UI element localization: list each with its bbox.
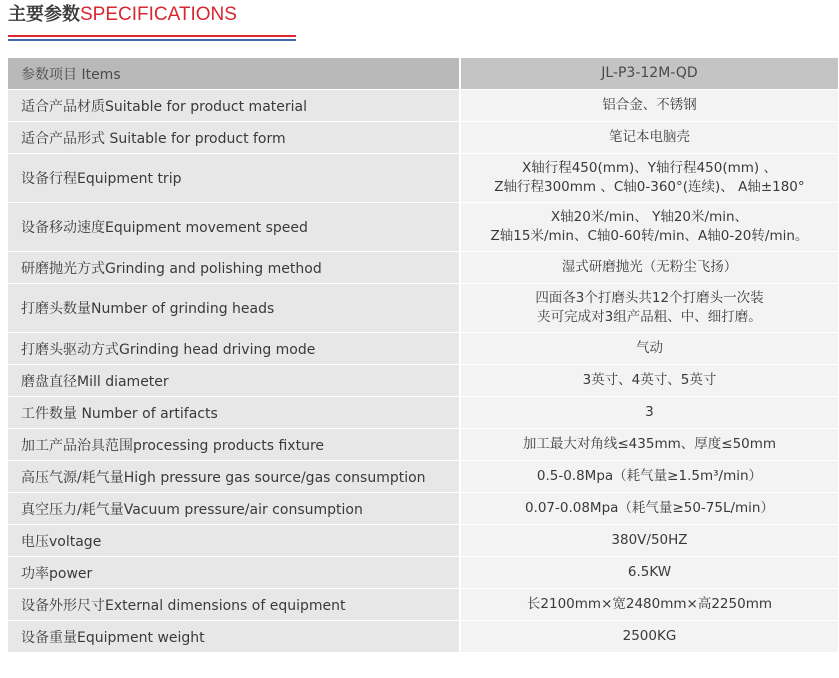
title-underline-red (8, 35, 296, 37)
row-label: 打磨头驱动方式Grinding head driving mode (8, 333, 459, 364)
row-label: 适合产品材质Suitable for product material (8, 90, 459, 121)
table-row (8, 122, 838, 154)
table-row (8, 154, 838, 203)
row-value: 加工最大对角线≤435mm、厚度≤50mm (461, 429, 838, 460)
row-value: 湿式研磨抛光（无粉尘飞扬） (461, 252, 838, 283)
table-row (8, 525, 838, 557)
table-row (8, 461, 838, 493)
table-row (8, 252, 838, 284)
table-row (8, 365, 838, 397)
specifications-table (8, 58, 838, 653)
row-value: 3英寸、4英寸、5英寸 (461, 365, 838, 396)
table-row (8, 90, 838, 122)
table-row (8, 429, 838, 461)
table-row (8, 397, 838, 429)
table-row (8, 333, 838, 365)
title-english: SPECIFICATIONS (80, 4, 237, 25)
row-value: 笔记本电脑壳 (461, 122, 838, 153)
row-label: 设备移动速度Equipment movement speed (8, 203, 459, 251)
row-label: 工件数量 Number of artifacts (8, 397, 459, 428)
table-row (8, 621, 838, 653)
row-label: 适合产品形式 Suitable for product form (8, 122, 459, 153)
row-label: 设备行程Equipment trip (8, 154, 459, 202)
row-label: 磨盘直径Mill diameter (8, 365, 459, 396)
row-value: 气动 (461, 333, 838, 364)
row-label: 电压voltage (8, 525, 459, 556)
table-row (8, 589, 838, 621)
row-value: 0.5-0.8Mpa（耗气量≥1.5m³/min） (461, 461, 838, 492)
row-label: 设备重量Equipment weight (8, 621, 459, 652)
row-value: 0.07-0.08Mpa（耗气量≥50-75L/min） (461, 493, 838, 524)
header-items-cell: 参数项目 Items (8, 58, 459, 89)
row-value: 2500KG (461, 621, 838, 652)
row-label: 高压气源/耗气量High pressure gas source/gas consumption (8, 461, 459, 492)
row-value: X轴行程450(mm)、Y轴行程450(mm) 、 Z轴行程300mm 、C轴0-360°(连续)、 A轴±180° (461, 154, 838, 202)
row-value: 3 (461, 397, 838, 428)
table-row (8, 557, 838, 589)
row-label: 加工产品治具范围processing products fixture (8, 429, 459, 460)
table-row (8, 203, 838, 252)
header-model-cell: JL-P3-12M-QD (461, 58, 838, 89)
title-chinese: 主要参数 (8, 4, 80, 25)
row-value: 铝合金、不锈钢 (461, 90, 838, 121)
table-header-row (8, 58, 838, 90)
table-row (8, 284, 838, 333)
row-label: 真空压力/耗气量Vacuum pressure/air consumption (8, 493, 459, 524)
row-label: 研磨抛光方式Grinding and polishing method (8, 252, 459, 283)
row-value: 四面各3个打磨头共12个打磨头一次装 夹可完成对3组产品粗、中、细打磨。 (461, 284, 838, 332)
row-value: 6.5KW (461, 557, 838, 588)
row-label: 功率power (8, 557, 459, 588)
section-title (8, 2, 237, 28)
row-label: 设备外形尺寸External dimensions of equipment (8, 589, 459, 620)
row-label: 打磨头数量Number of grinding heads (8, 284, 459, 332)
row-value: 长2100mm×宽2480mm×高2250mm (461, 589, 838, 620)
row-value: X轴20米/min、 Y轴20米/min、 Z轴15米/min、C轴0-60转/min、A轴0-20转/min。 (461, 203, 838, 251)
title-underline-blue (8, 39, 296, 41)
table-row (8, 493, 838, 525)
row-value: 380V/50HZ (461, 525, 838, 556)
